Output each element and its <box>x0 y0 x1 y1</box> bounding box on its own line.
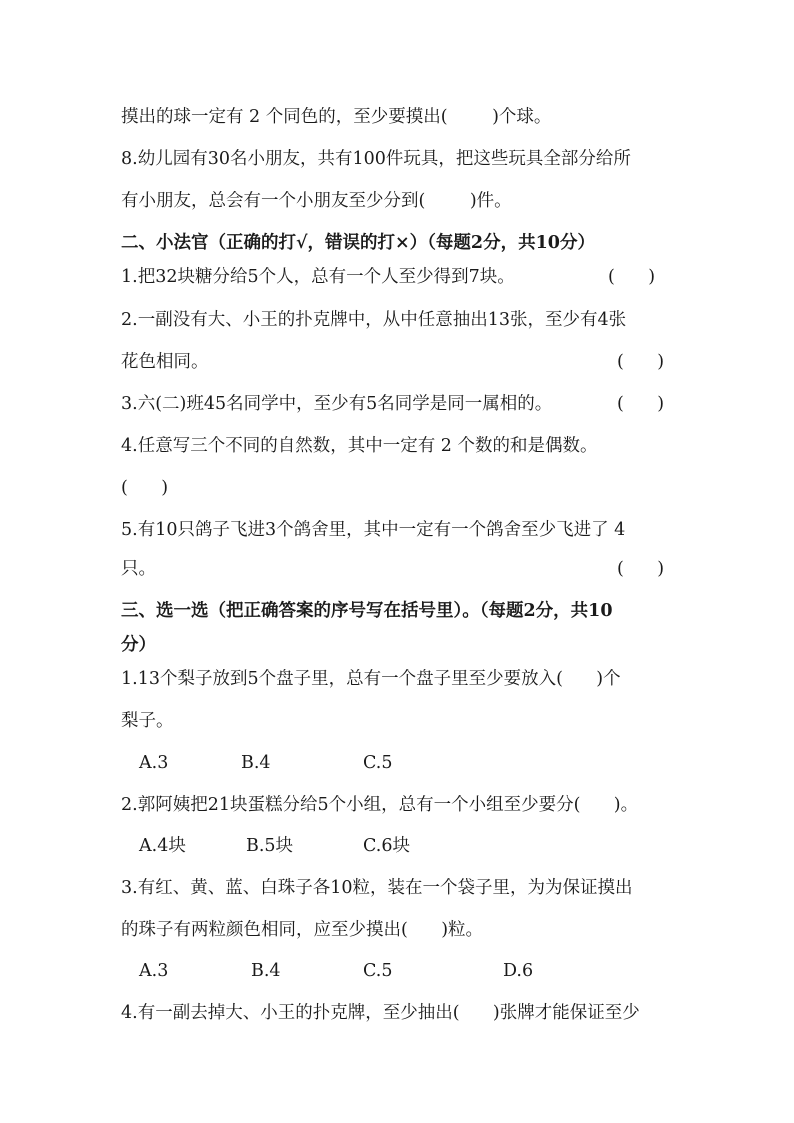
choice-question-1-line-2: 梨子。 <box>121 711 174 731</box>
judge-question-5-line-1: 5.有10只鸽子飞进3个鸽舍里，其中一定有一个鸽舍至少飞进了 4 <box>121 520 626 540</box>
choice-question-2: 2.郭阿姨把21块蛋糕分给5个小组，总有一个小组至少要分( )。 <box>121 795 639 815</box>
choice-3-option-a: A.3 <box>139 961 169 981</box>
judge-question-2-line-1: 2.一副没有大、小王的扑克牌中，从中任意抽出13张，至少有4张 <box>121 310 627 330</box>
answer-blank-judge-3: ( ) <box>617 394 665 414</box>
question-8-line-1: 8.幼儿园有30名小朋友，共有100件玩具，把这些玩具全部分给所 <box>121 149 631 169</box>
section-3-heading-line-2: 分） <box>121 635 156 655</box>
section-2-heading: 二、小法官（正确的打√，错误的打×）（每题2分，共10分） <box>121 233 595 253</box>
section-3-heading-line-1: 三、选一选（把正确答案的序号写在括号里）。（每题2分，共10 <box>121 601 613 621</box>
choice-question-1-line-1: 1.13个梨子放到5个盘子里，总有一个盘子里至少要放入( )个 <box>121 669 621 689</box>
question-7-continuation: 摸出的球一定有 2 个同色的，至少要摸出( )个球。 <box>121 107 552 127</box>
choice-question-3-line-1: 3.有红、黄、蓝、白珠子各10粒，装在一个袋子里，为为保证摸出 <box>121 878 633 898</box>
choice-1-option-b: B.4 <box>241 753 271 773</box>
judge-question-4: 4.任意写三个不同的自然数，其中一定有 2 个数的和是偶数。 <box>121 436 598 456</box>
judge-question-3: 3.六(二)班45名同学中，至少有5名同学是同一属相的。 <box>121 394 553 414</box>
choice-3-option-d: D.6 <box>503 961 534 981</box>
choice-3-option-b: B.4 <box>251 961 281 981</box>
choice-2-option-a: A.4块 <box>139 836 186 856</box>
choice-1-option-c: C.5 <box>363 753 393 773</box>
answer-blank-judge-1: ( ) <box>608 267 656 287</box>
choice-2-option-b: B.5块 <box>246 836 294 856</box>
choice-1-option-a: A.3 <box>139 753 169 773</box>
answer-blank-judge-4: ( ) <box>121 478 169 498</box>
choice-2-option-c: C.6块 <box>363 836 410 856</box>
answer-blank-judge-5: ( ) <box>617 559 665 579</box>
question-8-line-2: 有小朋友，总会有一个小朋友至少分到( )件。 <box>121 191 512 211</box>
choice-question-3-line-2: 的珠子有两粒颜色相同，应至少摸出( )粒。 <box>121 920 484 940</box>
choice-question-4: 4.有一副去掉大、小王的扑克牌，至少抽出( )张牌才能保证至少 <box>121 1003 640 1023</box>
answer-blank-judge-2: ( ) <box>617 352 665 372</box>
choice-3-option-c: C.5 <box>363 961 393 981</box>
judge-question-2-line-2: 花色相同。 <box>121 352 209 372</box>
judge-question-1: 1.把32块糖分给5个人，总有一个人至少得到7块。 <box>121 267 515 287</box>
judge-question-5-line-2: 只。 <box>121 559 156 579</box>
